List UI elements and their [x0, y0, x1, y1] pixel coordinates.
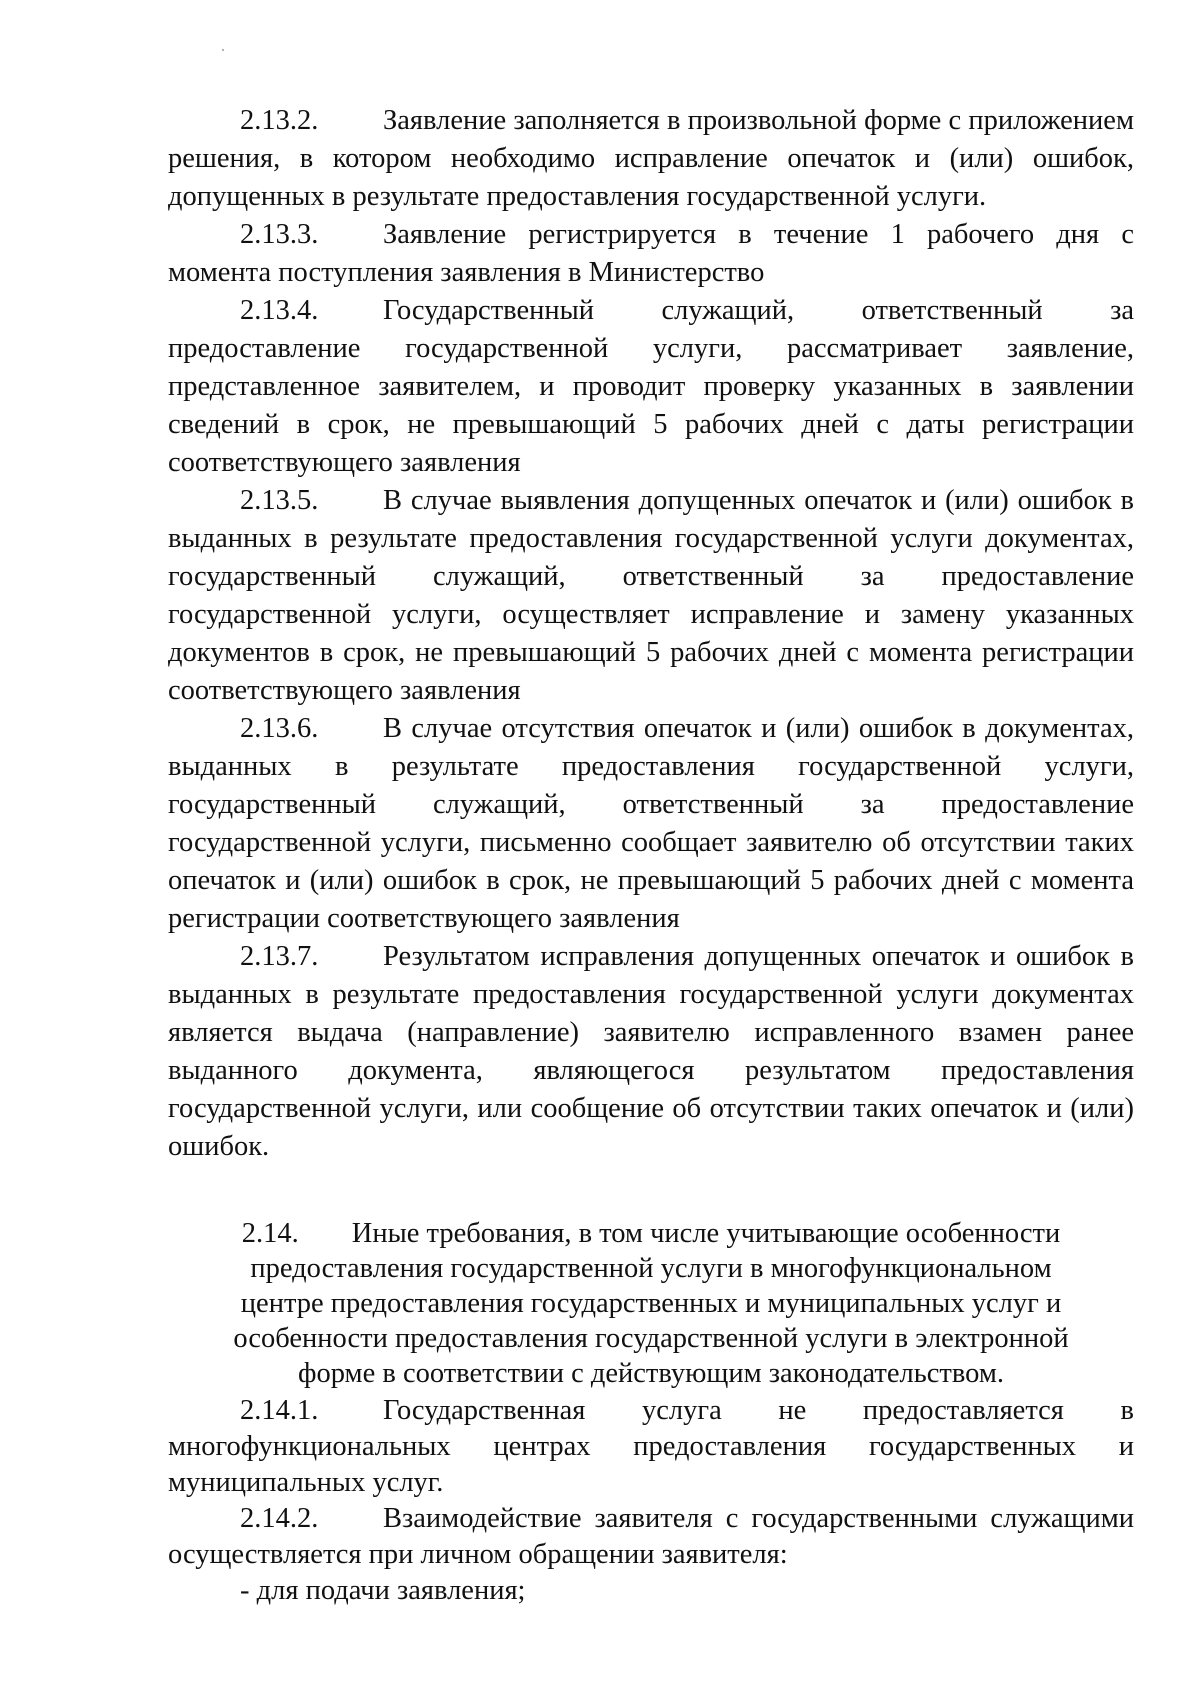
paragraph-2-13-6: [168, 710, 1134, 938]
paragraph-2-13-5: [168, 482, 1134, 710]
heading-number: 2.14.: [241, 1218, 299, 1249]
paragraph-2-14-2: [168, 1501, 1134, 1573]
paragraph-2-14-1: [168, 1393, 1134, 1501]
paragraph-text: Взаимодействие заявителя с государственными служащими осуществляется при личном обращении заявителя:: [168, 1503, 1134, 1570]
paragraph-text: В случае выявления допущенных опечаток и (или) ошибок в выданных в результате предоставления государственной услуги документах, государственный служащий, ответственный за предоставление государственной услуги, осуществляет исправление и замену указанных документов в срок, не превышающий 5 рабочих дней с момента регистрации соответствующего заявления: [168, 485, 1134, 706]
paragraph-number: 2.13.2.: [240, 105, 319, 136]
paragraph-text: В случае отсутствия опечаток и (или) ошибок в документах, выданных в результате предоставления государственной услуги, государственный служащий, ответственный за предоставление государственной услуги, письменно сообщает заявителю об отсутствии таких опечаток и (или) ошибок в срок, не превышающий 5 рабочих дней с момента регистрации соответствующего заявления: [168, 713, 1134, 934]
paragraph-number: 2.13.4.: [240, 295, 319, 326]
paragraph-text: Государственный служащий, ответственный за предоставление государственной услуги, рассматривает заявление, представленное заявителем, и проводит проверку указанных в заявлении сведений в срок, не превышающий 5 рабочих дней с даты регистрации соответствующего заявления: [168, 295, 1134, 478]
paragraph-2-13-7: [168, 938, 1134, 1166]
paragraph-number: 2.13.5.: [240, 485, 319, 516]
paragraph-2-13-3: [168, 216, 1134, 292]
paragraph-2-13-2: [168, 102, 1134, 216]
section-heading-2-14: [168, 1216, 1134, 1391]
section-gap: [168, 1166, 1134, 1216]
paragraph-number: 2.13.7.: [240, 941, 319, 972]
paragraph-text: Заявление регистрируется в течение 1 рабочего дня с момента поступления заявления в Министерство: [168, 219, 1134, 288]
paragraph-number: 2.14.1.: [240, 1395, 319, 1426]
paragraph-text: Заявление заполняется в произвольной форме с приложением решения, в котором необходимо исправление опечаток и (или) ошибок, допущенных в результате предоставления государственной услуги.: [168, 105, 1134, 212]
paragraph-number: 2.14.2.: [240, 1503, 319, 1534]
paragraph-text: Результатом исправления допущенных опечаток и ошибок в выданных в результате предоставления государственной услуги документах является выдача (направление) заявителю исправленного взамен ранее выданного документа, являющегося результатом предоставления государственной услуги, или сообщение об отсутствии таких опечаток и (или) ошибок.: [168, 941, 1134, 1162]
paragraph-text: Государственная услуга не предоставляется в многофункциональных центрах предоставления государственных и муниципальных услуг.: [168, 1395, 1134, 1498]
heading-text: Иные требования, в том числе учитывающие особенности предоставления государственной услуги в многофункциональном центре предоставления государственных и муниципальных услуг и особенности предоставления государственной услуги в электронной форме в соответствии с действующим законодательством.: [233, 1218, 1069, 1389]
scan-speck: [222, 49, 224, 51]
paragraph-2-13-4: [168, 292, 1134, 482]
document-body: [168, 102, 1134, 1609]
paragraph-number: 2.13.3.: [240, 219, 319, 250]
list-item: - для подачи заявления;: [240, 1575, 526, 1606]
paragraph-number: 2.13.6.: [240, 713, 319, 744]
